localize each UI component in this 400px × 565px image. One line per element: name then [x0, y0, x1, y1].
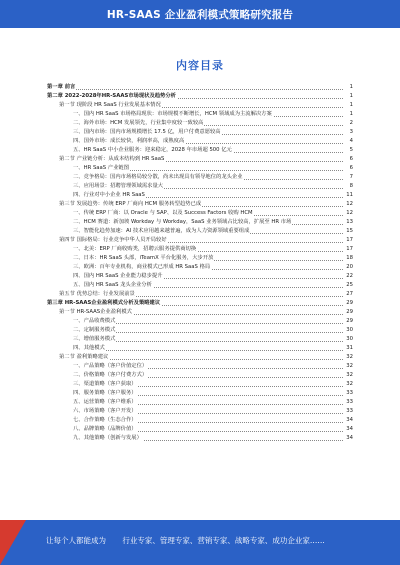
- toc-page-number: 25: [346, 282, 353, 288]
- toc-page-number: 1: [349, 93, 353, 99]
- toc-entry-text: 七、合作策略（生态合作）: [73, 417, 137, 423]
- toc-page-number: 4: [349, 138, 353, 144]
- footer-slogan-roles: 行业专家、管理专家、营销专家、战略专家、成功企业家……: [122, 536, 325, 545]
- toc-page-number: 8: [349, 183, 353, 189]
- toc-entry-text: 第一节 HR-SAAS企业盈利模式: [59, 309, 132, 315]
- toc-entry[interactable]: [47, 362, 353, 371]
- toc-entry-text: 五、HR SaaS 中小企业服务：迎来稳定，2028 年市场超 500 亿元: [73, 147, 232, 153]
- toc-page-number: 6: [349, 156, 353, 162]
- toc-page-number: 33: [346, 390, 353, 396]
- toc-page-number: 30: [346, 336, 353, 342]
- toc-entry[interactable]: [47, 281, 353, 290]
- toc-entry[interactable]: [47, 191, 353, 200]
- toc-page-number: 33: [346, 399, 353, 405]
- toc-page-number: 5: [349, 147, 353, 153]
- toc-entry[interactable]: [47, 434, 353, 443]
- toc-entry-text: 第五节 优势总结：行业发展前景: [59, 291, 135, 297]
- toc-entry[interactable]: [47, 155, 353, 164]
- toc-page-number: 15: [346, 228, 353, 234]
- footer-banner: [0, 520, 400, 565]
- toc-entry-text: 三、国内市场：国内市场规模增长 17.5 亿，用户付费意愿较高: [73, 129, 221, 135]
- toc-entry-text: 三、渠道策略（客户获取）: [73, 381, 137, 387]
- toc-page-number: 34: [346, 435, 353, 441]
- toc-page-number: 17: [346, 237, 353, 243]
- toc-entry-text: 二、竞争格局：国内市场格局较分散，尚未出现具有领导地位的龙头企业: [73, 174, 243, 180]
- toc-page-number: 7: [349, 174, 353, 180]
- toc-entry-text: 五、国内 HR SaaS 龙头企业分析: [73, 282, 152, 288]
- toc-entry[interactable]: [47, 389, 353, 398]
- toc-entry-text: 三、智能化趋势加速：AI 技术应用越来越普遍，成为人力资源领域重要组成: [73, 228, 250, 234]
- toc-entry[interactable]: [47, 353, 353, 362]
- toc-entry[interactable]: [47, 137, 353, 146]
- toc-entry-text: 二、HCM 赛道：新加坡 Workday 与 Workday，SaaS 业务领域占比较高，扩展至 HR 市场: [73, 219, 292, 225]
- toc-entry-text: 第二节 产业链分析：从成本结构到 HR SaaS: [59, 156, 165, 162]
- toc-page-number: 34: [346, 426, 353, 432]
- toc-page-number: 20: [346, 264, 353, 270]
- toc-page-number: 6: [349, 165, 353, 171]
- toc-entry[interactable]: [47, 308, 353, 317]
- toc-page-number: 32: [346, 372, 353, 378]
- toc-entry[interactable]: [47, 209, 353, 218]
- toc-page-number: 33: [346, 408, 353, 414]
- toc-entry[interactable]: [47, 425, 353, 434]
- toc-entry-text: 第三章 HR-SAAS企业盈利模式分析及策略建议: [47, 300, 161, 306]
- toc-entry-text: 四、服务策略（客户服务）: [73, 390, 137, 396]
- table-of-contents: [47, 83, 353, 443]
- toc-entry-text: 一、国内 HR SaaS 市场格局现状：市场规模不断增长，HCM 领域成为主流解决方案: [73, 111, 272, 117]
- toc-entry-text: 二、定制服务模式: [73, 327, 116, 333]
- toc-entry[interactable]: [47, 344, 353, 353]
- toc-entry[interactable]: [47, 398, 353, 407]
- toc-entry[interactable]: [47, 146, 353, 155]
- toc-entry[interactable]: [47, 335, 353, 344]
- toc-entry[interactable]: [47, 263, 353, 272]
- toc-entry-text: 二、价格策略（客户付费方式）: [73, 372, 148, 378]
- toc-entry-text: 第二节 盈利策略建议: [59, 354, 109, 360]
- toc-leader-dots: [47, 89, 343, 90]
- toc-entry[interactable]: [47, 245, 353, 254]
- toc-entry[interactable]: [47, 407, 353, 416]
- toc-entry-text: 三、应用场景：招聘管理领域需求量大: [73, 183, 164, 189]
- toc-page-number: 3: [349, 129, 353, 135]
- toc-entry-text: 五、运营策略（客户维系）: [73, 399, 137, 405]
- toc-entry[interactable]: [47, 164, 353, 173]
- toc-page-number: 27: [346, 291, 353, 297]
- report-title: HR-SAAS 企业盈利模式策略研究报告: [106, 9, 294, 21]
- toc-page-number: 2: [349, 120, 353, 126]
- toc-page-number: 1: [349, 102, 353, 108]
- toc-entry[interactable]: [47, 290, 353, 299]
- footer-slogan-lead: 让每个人都能成为: [46, 536, 106, 545]
- toc-page-number: 18: [346, 255, 353, 261]
- toc-entry-text: 第四节 国际格局：行业竞争中华人员开局较好: [59, 237, 167, 243]
- toc-page-number: 12: [346, 210, 353, 216]
- toc-entry-text: 一、产品策略（客户价值定位）: [73, 363, 148, 369]
- toc-entry-text: 一、HR SaaS 产业链图: [73, 165, 130, 171]
- toc-entry-text: 四、国内 HR SaaS 企业能力稳步提升: [73, 273, 163, 279]
- toc-entry[interactable]: [47, 182, 353, 191]
- toc-page-number: 17: [346, 246, 353, 252]
- toc-page-number: 1: [349, 84, 353, 90]
- toc-entry[interactable]: [47, 110, 353, 119]
- toc-entry[interactable]: [47, 416, 353, 425]
- toc-entry[interactable]: [47, 272, 353, 281]
- toc-entry[interactable]: [47, 254, 353, 263]
- toc-entry[interactable]: [47, 119, 353, 128]
- toc-page-number: 32: [346, 363, 353, 369]
- toc-entry[interactable]: [47, 218, 353, 227]
- toc-entry[interactable]: [47, 236, 353, 245]
- toc-page-number: 29: [346, 318, 353, 324]
- toc-page-number: 32: [346, 354, 353, 360]
- toc-entry-text: 二、日本：HR SaaS 头部，iTeamX 平台化服务，大步开放: [73, 255, 214, 261]
- toc-page-number: 13: [346, 219, 353, 225]
- toc-page-number: 11: [346, 192, 353, 198]
- toc-entry[interactable]: [47, 200, 353, 209]
- toc-entry-text: 三、欧洲：百年专业机构，商业模式已形成 HR SaaS 格局: [73, 264, 211, 270]
- toc-entry-text: 第一章 前言: [47, 84, 76, 90]
- toc-title: 内容目录: [176, 59, 224, 72]
- toc-entry[interactable]: [47, 92, 353, 101]
- toc-entry-text: 二、海外市场：HCM 发展领先，行业集中度较一致较高: [73, 120, 204, 126]
- toc-entry-text: 四、国外市场：成长较快，利润率高，成熟度高: [73, 138, 185, 144]
- toc-page-number: 29: [346, 309, 353, 315]
- toc-page-number: 22: [346, 273, 353, 279]
- toc-entry-text: 六、市场策略（客户开发）: [73, 408, 137, 414]
- toc-entry[interactable]: [47, 326, 353, 335]
- toc-entry[interactable]: [47, 299, 353, 308]
- toc-entry-text: 第二章 2022-2028年HR-SAAS市场现状及趋势分析: [47, 93, 176, 99]
- footer-red-wedge: [0, 520, 26, 565]
- toc-entry[interactable]: [47, 128, 353, 137]
- toc-entry[interactable]: [47, 371, 353, 380]
- toc-page-number: 31: [346, 345, 353, 351]
- toc-entry[interactable]: [47, 101, 353, 110]
- toc-entry-text: 一、产品收费模式: [73, 318, 116, 324]
- toc-entry-text: 四、其他模式: [73, 345, 105, 351]
- toc-page-number: 32: [346, 381, 353, 387]
- toc-page-number: 34: [346, 417, 353, 423]
- header-banner: [0, 0, 400, 34]
- toc-entry-text: 一、传统 ERP 厂商：以 Oracle 与 SAP、以及 Success Factors 收购 HCM: [73, 210, 253, 216]
- toc-page-number: 12: [346, 201, 353, 207]
- toc-page-number: 30: [346, 327, 353, 333]
- toc-page-number: 29: [346, 300, 353, 306]
- toc-entry[interactable]: [47, 173, 353, 182]
- toc-entry[interactable]: [47, 83, 353, 92]
- toc-page-number: 1: [349, 111, 353, 117]
- toc-entry-text: 一、北美：ERP 厂商收购类，招聘云服务提供商切换: [73, 246, 197, 252]
- toc-entry-text: 第一节 现阶段 HR SaaS 行业发展基本情况: [59, 102, 161, 108]
- toc-entry[interactable]: [47, 317, 353, 326]
- toc-entry[interactable]: [47, 380, 353, 389]
- toc-entry[interactable]: [47, 227, 353, 236]
- toc-entry-text: 九、其他策略（创新与发展）: [73, 435, 142, 441]
- footer-slogan: [46, 535, 325, 546]
- toc-entry-text: 三、增值服务模式: [73, 336, 116, 342]
- toc-entry-text: 八、品牌策略（品牌价值）: [73, 426, 137, 432]
- toc-entry-text: 四、行业对中小企业 HR SaaS: [73, 192, 145, 198]
- toc-entry-text: 第三节 发展趋势：传统 ERP 厂商向 HCM 服务转型趋势已成: [59, 201, 202, 207]
- toc-leader-dots: [73, 350, 343, 351]
